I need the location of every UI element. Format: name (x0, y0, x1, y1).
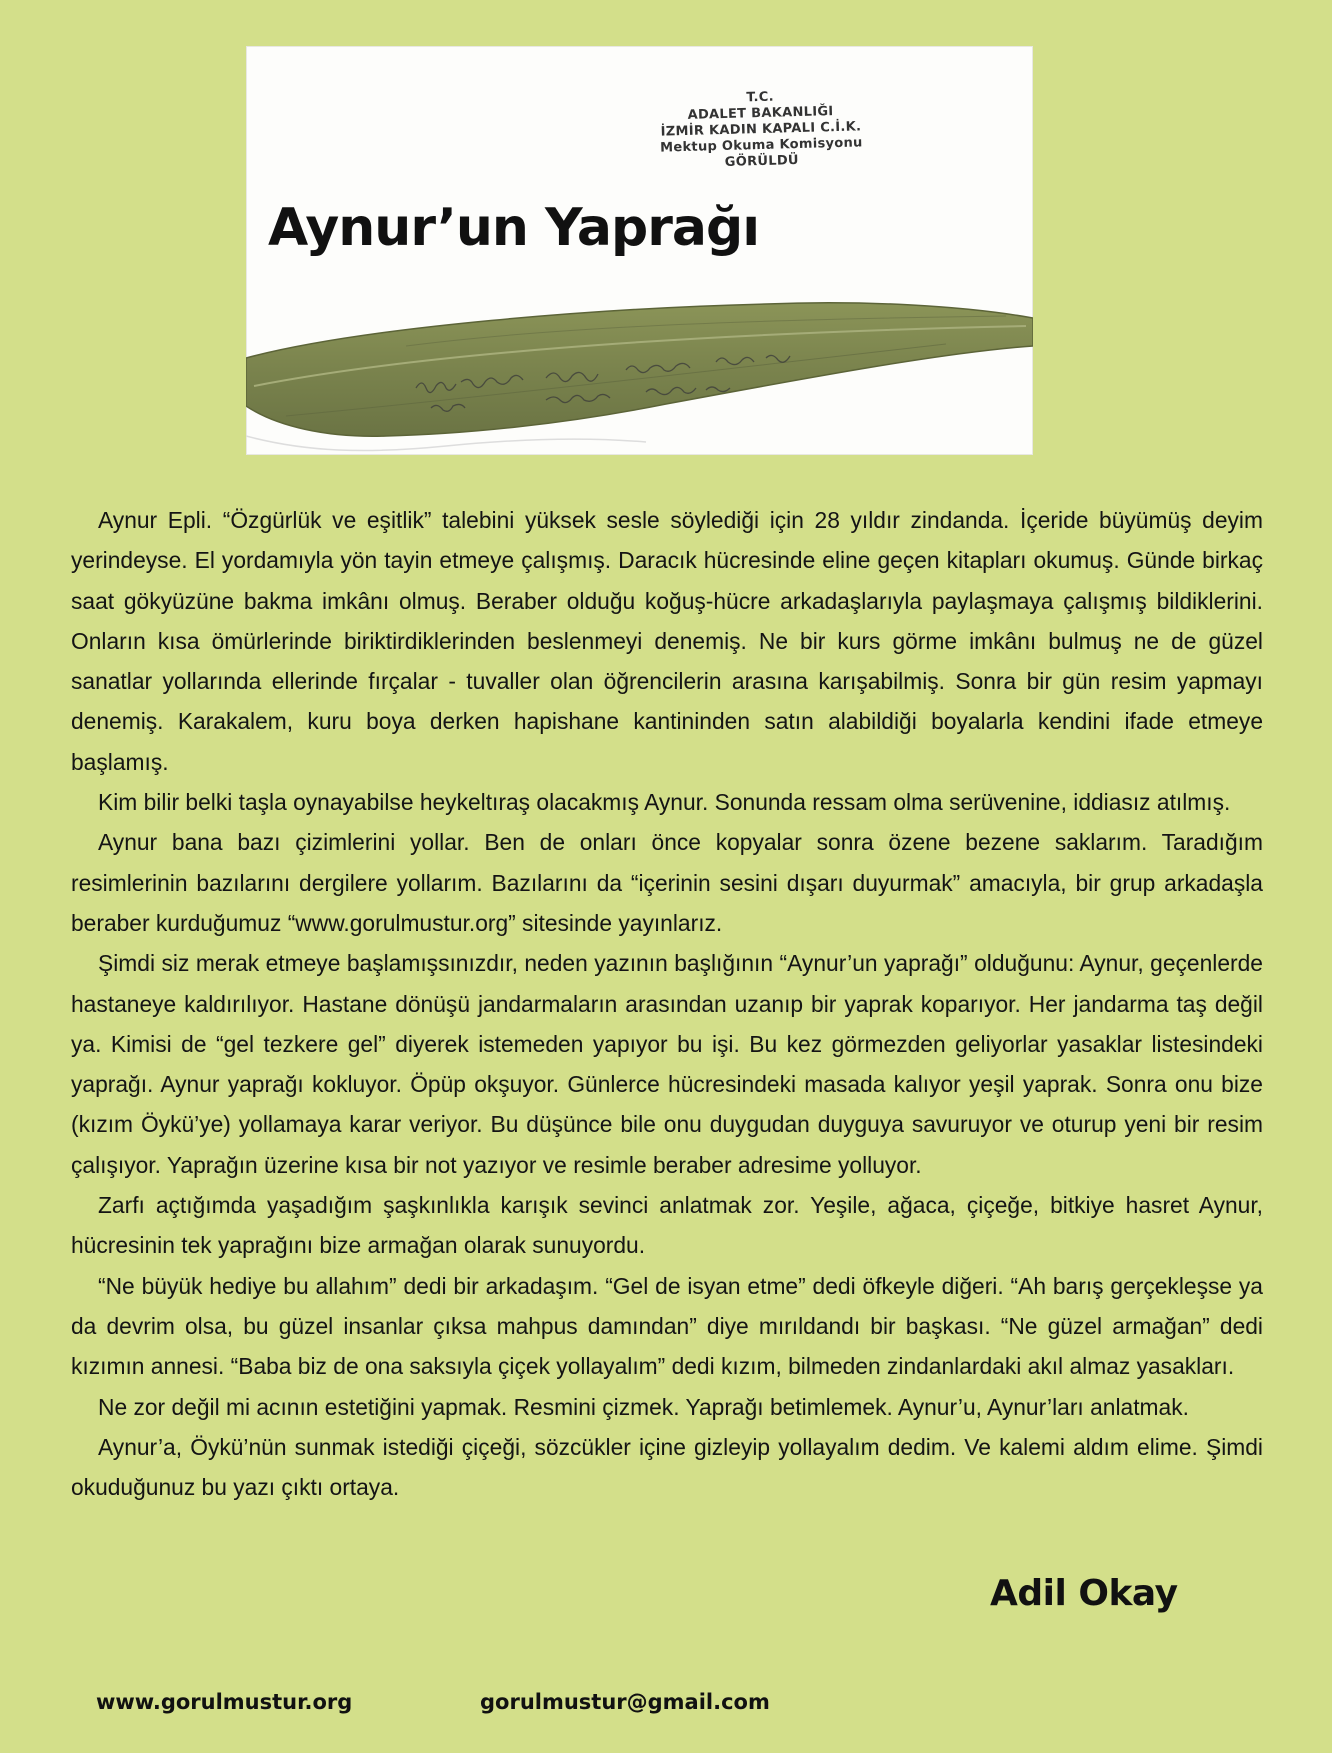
email-link[interactable]: gorulmustur@gmail.com (480, 1690, 770, 1714)
paragraph: Kim bilir belki taşla oynayabilse heykeltıraş olacakmış Aynur. Sonunda ressam olma serüvenine, iddiasız atılmış. (98, 789, 1231, 816)
paragraph: Aynur’a, Öykü’nün sunmak istediği çiçeği, sözcükler içine gizleyip yollayalım dedim. Ve kalemi aldım elime. Şimdi okuduğunuz bu yazı çıktı ortaya. (71, 1433, 1263, 1501)
page-title: Aynur’un Yaprağı (268, 198, 760, 258)
header-image (246, 46, 1033, 455)
author-signature: Adil Okay (990, 1573, 1178, 1614)
stamp-line: ADALET BAKANLIĞI (687, 104, 834, 123)
website-link[interactable]: www.gorulmustur.org (96, 1690, 353, 1714)
paragraph: “Ne büyük hediye bu allahım” dedi bir arkadaşım. “Gel de isyan etme” dedi öfkeyle diğeri. “Ah barış gerçekleşse ya da devrim olsa, bu güzel insanlar çıksa mahpus damından” diye mırıldandı bir başkası. “Ne güzel armağan” dedi kızımın annesi. “Baba biz de ona saksıyla çiçek yollayalım” dedi kızım, bilmeden zindanlardaki akıl almaz yasakları. (71, 1272, 1263, 1380)
article-body (71, 500, 1263, 1507)
paragraph: Aynur bana bazı çizimlerini yollar. Ben de onları önce kopyalar sonra özene bezene saklarım. Taradığım resimlerinin bazılarını dergilere yollarım. Bazılarını da “içerinin sesini dışarı duyurmak” amacıyla, bir grup arkadaşla beraber kurduğumuz “www.gorulmustur.org” sitesinde yayınlarız. (71, 829, 1263, 936)
stamp-line: GÖRÜLDÜ (724, 153, 800, 170)
leaf-illustration (246, 286, 1033, 455)
stamp-line: İZMİR KADIN KAPALI C.İ.K. (660, 119, 862, 140)
censor-stamp (645, 87, 877, 173)
stamp-line: T.C. (746, 89, 775, 106)
paragraph: Aynur Epli. “Özgürlük ve eşitlik” talebini yüksek sesle söylediği için 28 yıldır zindanda. İçeride büyümüş deyim yerindeyse. El yordamıyla yön tayin etmeye çalışmış. Daracık hücresinde eline geçen kitapları okumuş. Günde birkaç saat gökyüzüne bakma imkânı olmuş. Beraber olduğu koğuş-hücre arkadaşlarıyla paylaşmaya çalışmış bildiklerini. Onların kısa ömürlerinde biriktirdiklerinden beslenmeyi denemiş. Ne bir kurs görme imkânı bulmuş ne de güzel sanatlar yollarında ellerinde fırçalar - tuvaller olan öğrencilerin arasına karışabilmiş. Sonra bir gün resim yapmayı denemiş. Karakalem, kuru boya derken hapishane kantininden satın alabildiği boyalarla kendini ifade etmeye başlamış. (71, 507, 1263, 775)
paragraph: Ne zor değil mi acının estetiğini yapmak. Resmini çizmek. Yaprağı betimlemek. Aynur’u, Aynur’ları anlatmak. (98, 1393, 1189, 1420)
paragraph: Zarfı açtığımda yaşadığım şaşkınlıkla karışık sevinci anlatmak zor. Yeşile, ağaca, çiçeğe, bitkiye hasret Aynur, hücresinin tek yaprağını bize armağan olarak sunuyordu. (71, 1192, 1263, 1259)
paragraph: Şimdi siz merak etmeye başlamışsınızdır, neden yazının başlığının “Aynur’un yaprağı” olduğunu: Aynur, geçenlerde hastaneye kaldırılıyor. Hastane dönüşü jandarmaların arasından uzanıp bir yaprak koparıyor. Her jandarma taş değil ya. Kimisi de “gel tezkere gel” diyerek istemeden yapıyor bu işi. Bu kez görmezden geliyorlar yasaklar listesindeki yaprağı. Aynur yaprağı kokluyor. Öpüp okşuyor. Günlerce hücresindeki masada kalıyor yeşil yaprak. Sonra onu bize (kızım Öykü’ye) yollamaya karar veriyor. Bu düşünce bile onu duygudan duyguya savuruyor ve oturup yeni bir resim çalışıyor. Yaprağın üzerine kısa bir not yazıyor ve resimle beraber adresime yolluyor. (71, 950, 1263, 1178)
stamp-line: Mektup Okuma Komisyonu (659, 135, 863, 156)
